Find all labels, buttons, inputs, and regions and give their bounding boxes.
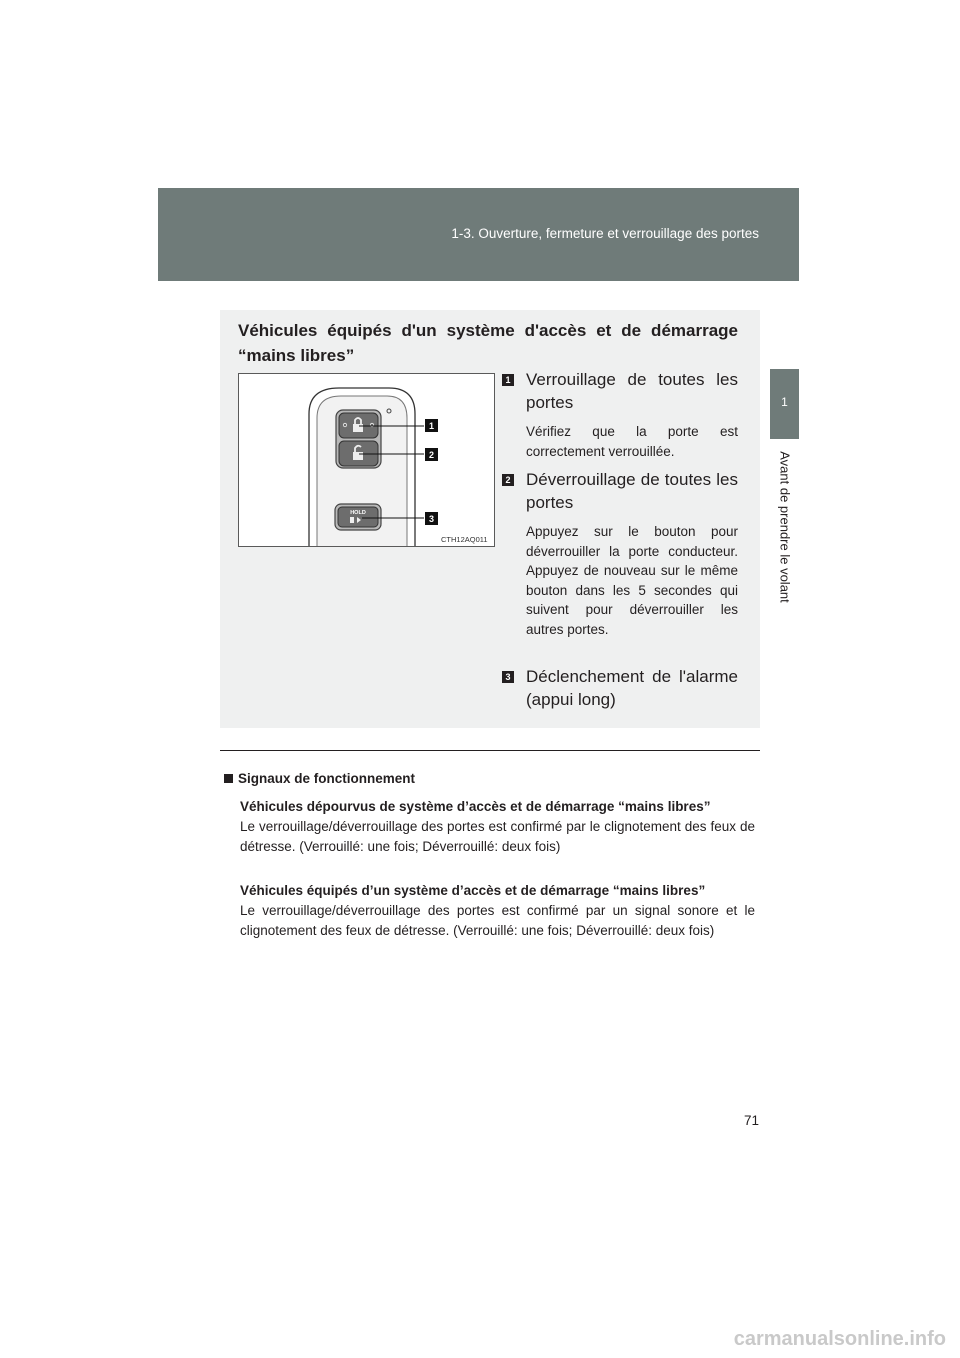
callout-3: 3	[428, 514, 435, 524]
paragraph-heading: Véhicules équipés d’un système d’accès et de démarrage “mains libres”	[240, 883, 706, 898]
box-title: Véhicules équipés d'un système d'accès et de démarrage “mains libres”	[238, 321, 738, 365]
paragraph-heading: Véhicules dépourvus de système d’accès et de démarrage “mains libres”	[240, 799, 711, 814]
page-number: 71	[744, 1113, 760, 1128]
item-heading: Déclenchement de l'alarme (appui long)	[526, 667, 738, 709]
section-heading-text: Signaux de fonctionnement	[238, 771, 416, 786]
chapter-number: 1	[781, 395, 788, 409]
item-number: 1	[502, 374, 514, 386]
section-divider	[220, 750, 760, 751]
chapter-label: Avant de prendre le volant	[777, 451, 793, 603]
item-heading: Déverrouillage de toutes les portes	[526, 470, 738, 512]
item-panic-alarm	[502, 665, 738, 711]
info-box	[220, 310, 760, 728]
item-description: Vérifiez que la porte est correctement verrouillée.	[526, 424, 738, 459]
bullet-square-icon	[224, 774, 233, 783]
key-fob-drawing	[239, 374, 494, 546]
section-heading	[224, 771, 415, 786]
hold-label: HOLD	[350, 510, 366, 516]
paragraph-text: Le verrouillage/déverrouillage des portes est confirmé par le clignotement des feux de détresse. (Verrouillé: une fois; Déverrouillé: deux fois)	[240, 819, 755, 854]
chapter-tab	[770, 369, 799, 439]
section-header	[158, 188, 799, 281]
item-unlock-all	[502, 468, 738, 639]
paragraph-without-smart-key	[240, 797, 755, 857]
paragraph-text: Le verrouillage/déverrouillage des portes est confirmé par un signal sonore et le clignotement des feux de détresse. (Verrouillé: une fois; Déverrouillé: deux fois)	[240, 903, 755, 938]
item-heading: Verrouillage de toutes les portes	[526, 370, 738, 412]
callout-2: 2	[428, 450, 435, 460]
illustration-code: CTH12AQ011	[441, 535, 488, 544]
callout-1: 1	[428, 421, 435, 431]
item-description: Appuyez sur le bouton pour déverrouiller la porte conducteur. Appuyez de nouveau sur le même bouton dans les 5 secondes qui suivent pour déverrouiller les autres portes.	[526, 524, 738, 637]
watermark: carmanualsonline.info	[733, 1328, 946, 1350]
key-fob-illustration	[238, 373, 495, 547]
paragraph-with-smart-key	[240, 881, 755, 941]
item-number: 2	[502, 474, 514, 486]
item-number: 3	[502, 671, 514, 683]
item-lock-all	[502, 368, 738, 461]
section-title: 1-3. Ouverture, fermeture et verrouillage des portes	[451, 226, 759, 241]
